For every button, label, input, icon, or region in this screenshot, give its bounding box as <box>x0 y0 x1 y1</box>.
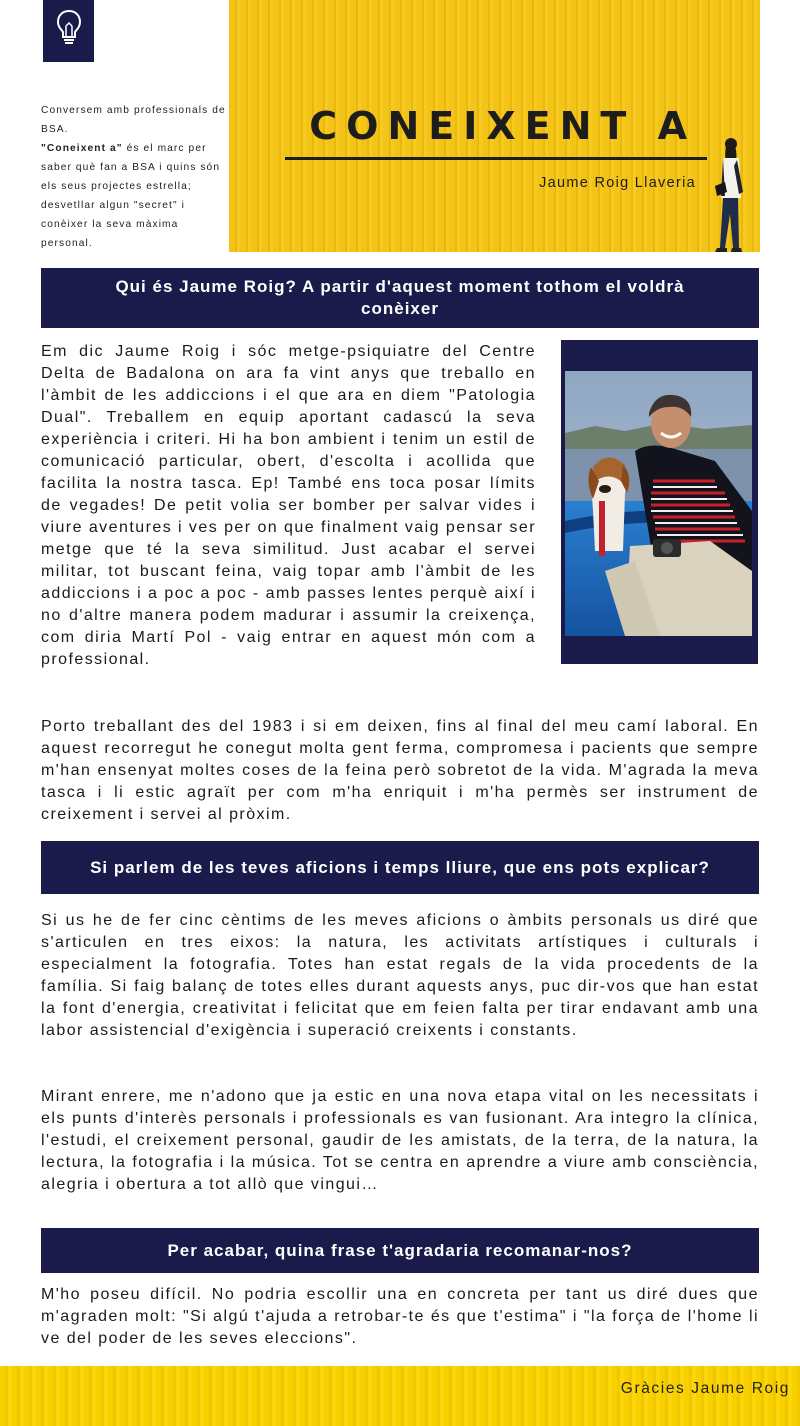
hero-title: CONEIXENT A <box>309 104 696 148</box>
hero-banner <box>229 0 760 252</box>
section-heading-hobbies: Si parlem de les teves aficions i temps lliure, que ens pots explicar? <box>41 841 759 894</box>
section-heading-who: Qui és Jaume Roig? A partir d'aquest moment tothom el voldrà conèixer <box>41 268 759 328</box>
intro-line2: és el marc per saber què fan a BSA i quins són els seus projectes estrella; desvetllar algun "secret" i conèixer la seva màxima personal. <box>41 143 221 249</box>
paragraph-intro-bio: Em dic Jaume Roig i sóc metge-psiquiatre del Centre Delta de Badalona on ara fa vint anys que treballo en l'àmbit de les addiccions i el que ara en diem "Patologia Dual". Treballem en equip aportant cadascú la seva experiència i criteri. Hi ha bon ambient i tenim un estil de comunicació particular, obert, d'escolta i acollida que facilita la nostra tasca. Ep! També ens toca posar límits de vegades! De petit volia ser bomber per salvar vides i viure aventures i ves per on que finalment vaig pensar ser metge que té la seva similitud. Just acabar el servei militar, tot buscant feina, vaig topar amb l'àmbit de les addiccions i a poc a poc - amb passes lentes perquè així i no d'altre manera podem madurar i assumir la creixença, com diria Martí Pol - vaig entrar en aquest món com a professional. <box>41 343 536 668</box>
portrait-photo <box>565 371 752 636</box>
hero-divider <box>285 157 707 160</box>
intro-text <box>41 101 227 253</box>
paragraph-new-stage: Mirant enrere, me n'adono que ja estic en una nova etapa vital on les necessitats i els punts d'interès personals i professionals es van fusionant. Ara integro la clínica, l'estudi, el creixement personal, gaudir de les amistats, de la terra, de la natura, la lectura, la fotografia i la música. Tot se centra en aprendre a viure amb consciència, alegria i obertura a tot allò que vingui… <box>41 1088 759 1193</box>
paragraph-quote: M'ho poseu difícil. No podria escollir una en concreta per tant us diré dues que m'agraden molt: "Si algú t'ajuda a retrobar-te és que t'estima" i "la força de l'home li ve del poder de les seves eleccions". <box>41 1286 759 1347</box>
walking-person-icon <box>701 136 751 252</box>
portrait-frame <box>561 340 758 664</box>
hero-subtitle: Jaume Roig Llaveria <box>539 175 696 191</box>
paragraph-career: Porto treballant des del 1983 i si em deixen, fins al final del meu camí laboral. En aquest recorregut he conegut molta gent ferma, compromesa i pacients que sempre m'han ensenyat moltes coses de la feina però sobretot de la vida. M'agrada la meva tasca i li estic agraït per com m'ha enriquit i m'ha permès ser instrument de creixement i servei al pròxim. <box>41 718 759 823</box>
section-heading-quote: Per acabar, quina frase t'agradaria recomanar-nos? <box>41 1228 759 1273</box>
paragraph-hobbies: Si us he de fer cinc cèntims de les meves aficions o àmbits personals us diré que s'articulen en tres eixos: la natura, les activitats artístiques i culturals i especialment la fotografia. Totes han estat regals de la vida procedents de la família. Si faig balanç de totes elles durant aquests anys, puc dir-vos que han estat la font d'energia, creativitat i felicitat que em feien falta per tirar endavant amb una labor assistencial d'exigència i superació creixents i constants. <box>41 912 759 1039</box>
footer-thanks: Gràcies Jaume Roig <box>620 1380 790 1397</box>
intro-line1: Conversem amb professionals de BSA. <box>41 105 226 135</box>
footer-banner <box>0 1366 800 1426</box>
intro-bold: "Coneixent a" <box>41 143 123 154</box>
logo-badge <box>43 0 94 62</box>
lightbulb-icon <box>55 8 83 48</box>
